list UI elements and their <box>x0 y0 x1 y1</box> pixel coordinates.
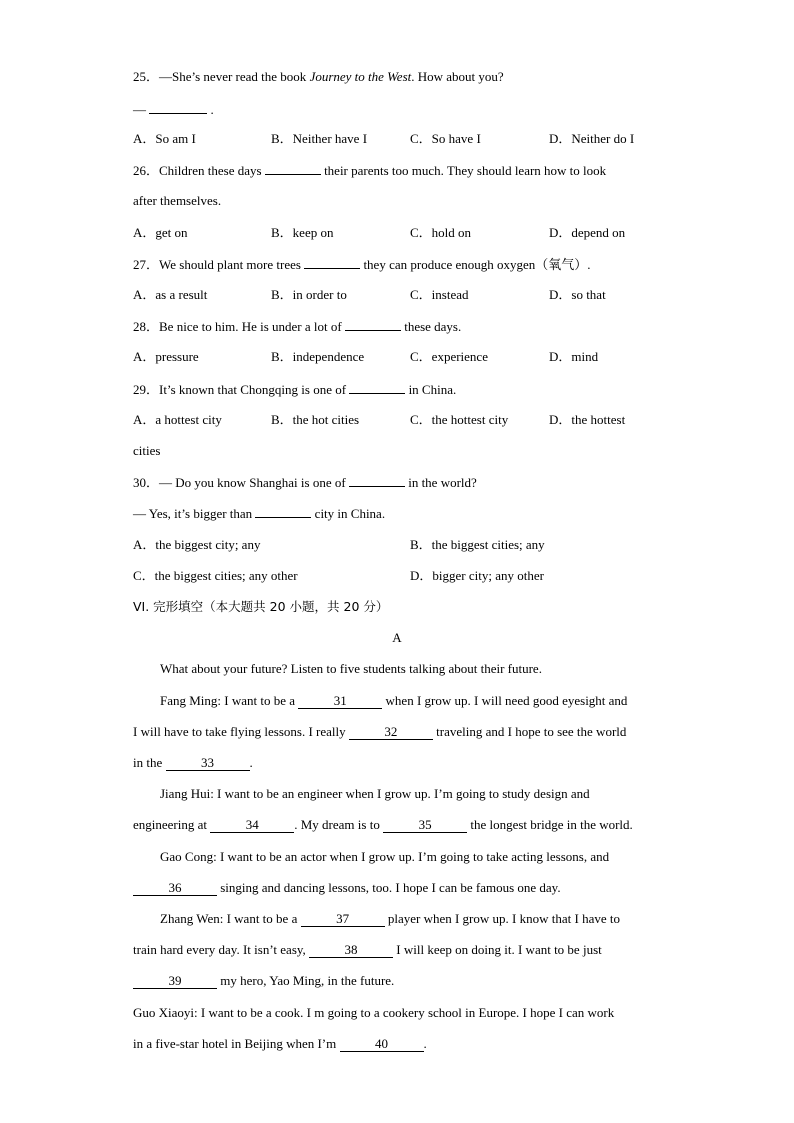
section-title: VI. 完形填空（本大题共 20 小题，共 20 分） <box>133 599 389 614</box>
option-b: B．the biggest cities; any <box>410 537 545 552</box>
paragraph-line: in the 33 . <box>133 755 253 770</box>
answer-blank <box>255 505 311 518</box>
blank-31: 31 <box>298 694 382 709</box>
question-number: 25． <box>133 69 160 84</box>
option-b: B．independence <box>271 349 365 364</box>
question-29-stem: 29．It’s known that Chongqing is one of in China. <box>133 382 457 397</box>
option-c: C．instead <box>410 287 469 302</box>
blank-38: 38 <box>309 943 393 958</box>
option-d: D．Neither do I <box>549 131 635 146</box>
question-number: 30． <box>133 475 160 490</box>
option-a: A．So am I <box>133 131 196 146</box>
question-30-reply: — Yes, it’s bigger than city in China. <box>133 506 386 521</box>
blank-40: 40 <box>340 1037 424 1052</box>
option-b: B．the hot cities <box>271 412 360 427</box>
option-d: D．depend on <box>549 225 626 240</box>
paragraph-zhang-wen: Zhang Wen: I want to be a 37 player when I grow up. I know that I have to <box>160 911 620 926</box>
blank-34: 34 <box>210 818 294 833</box>
question-26-stem-line2: after themselves. <box>133 193 222 208</box>
blank-32: 32 <box>349 725 433 740</box>
question-30-stem: 30．— Do you know Shanghai is one of in the world? <box>133 475 477 490</box>
blank-36: 36 <box>133 881 217 896</box>
option-b: B．keep on <box>271 225 334 240</box>
option-c: C．hold on <box>410 225 472 240</box>
option-b: B．in order to <box>271 287 347 302</box>
paragraph-fang-ming: Fang Ming: I want to be a 31 when I grow up. I will need good eyesight and <box>160 693 628 708</box>
answer-blank <box>265 162 321 175</box>
option-a: A．get on <box>133 225 188 240</box>
option-b: B．Neither have I <box>271 131 368 146</box>
answer-blank <box>349 381 405 394</box>
option-c: C．experience <box>410 349 488 364</box>
paragraph-line: 39 my hero, Yao Ming, in the future. <box>133 973 394 989</box>
paragraph-jiang-hui: Jiang Hui: I want to be an engineer when I grow up. I’m going to study design and <box>160 786 590 801</box>
option-d: D．mind <box>549 349 599 364</box>
question-28-stem: 28．Be nice to him. He is under a lot of these days. <box>133 319 462 334</box>
option-d-wrap: cities <box>133 443 161 458</box>
blank-39: 39 <box>133 974 217 989</box>
answer-blank <box>345 318 401 331</box>
question-25-reply: — . <box>133 102 214 117</box>
question-number: 27． <box>133 257 160 272</box>
paragraph-gao-cong: Gao Cong: I want to be an actor when I grow up. I’m going to take acting lessons, and <box>160 849 610 864</box>
paragraph-line: engineering at 34 . My dream is to 35 the longest bridge in the world. <box>133 817 633 832</box>
option-d: D．so that <box>549 287 606 302</box>
option-d: D．the hottest <box>549 412 626 427</box>
option-a: A．a hottest city <box>133 412 222 427</box>
question-number: 26． <box>133 163 160 178</box>
blank-33: 33 <box>166 756 250 771</box>
question-number: 28． <box>133 319 160 334</box>
passage-label: A <box>392 630 402 645</box>
question-25-stem: 25．—She’s never read the book Journey to the West. How about you? <box>133 69 504 84</box>
option-c: C．the biggest cities; any other <box>133 568 298 583</box>
answer-blank <box>304 256 360 269</box>
paragraph-guo-xiaoyi: Guo Xiaoyi: I want to be a cook. I m going to a cookery school in Europe. I hope I can work <box>133 1005 615 1020</box>
book-title: Journey to the West <box>309 69 412 84</box>
question-26-stem: 26．Children these days their parents too much. They should learn how to look <box>133 163 607 178</box>
option-a: A．the biggest city; any <box>133 537 261 552</box>
blank-35: 35 <box>383 818 467 833</box>
paragraph-line: I will have to take flying lessons. I really 32 traveling and I hope to see the world <box>133 724 627 739</box>
paragraph-line: 36 singing and dancing lessons, too. I hope I can be famous one day. <box>133 880 561 896</box>
option-c: C．the hottest city <box>410 412 509 427</box>
paragraph-line: train hard every day. It isn’t easy, 38 I will keep on doing it. I want to be just <box>133 942 602 957</box>
blank-37: 37 <box>301 912 385 927</box>
option-a: A．as a result <box>133 287 208 302</box>
answer-blank <box>349 474 405 487</box>
question-27-stem: 27．We should plant more trees they can produce enough oxygen（氧气）. <box>133 257 591 272</box>
passage-intro: What about your future? Listen to five students talking about their future. <box>160 661 542 676</box>
paragraph-line: in a five-star hotel in Beijing when I’m 40 . <box>133 1036 427 1051</box>
question-number: 29． <box>133 382 160 397</box>
answer-blank <box>149 101 207 114</box>
option-d: D．bigger city; any other <box>410 568 544 583</box>
option-a: A．pressure <box>133 349 199 364</box>
option-c: C．So have I <box>410 131 481 146</box>
